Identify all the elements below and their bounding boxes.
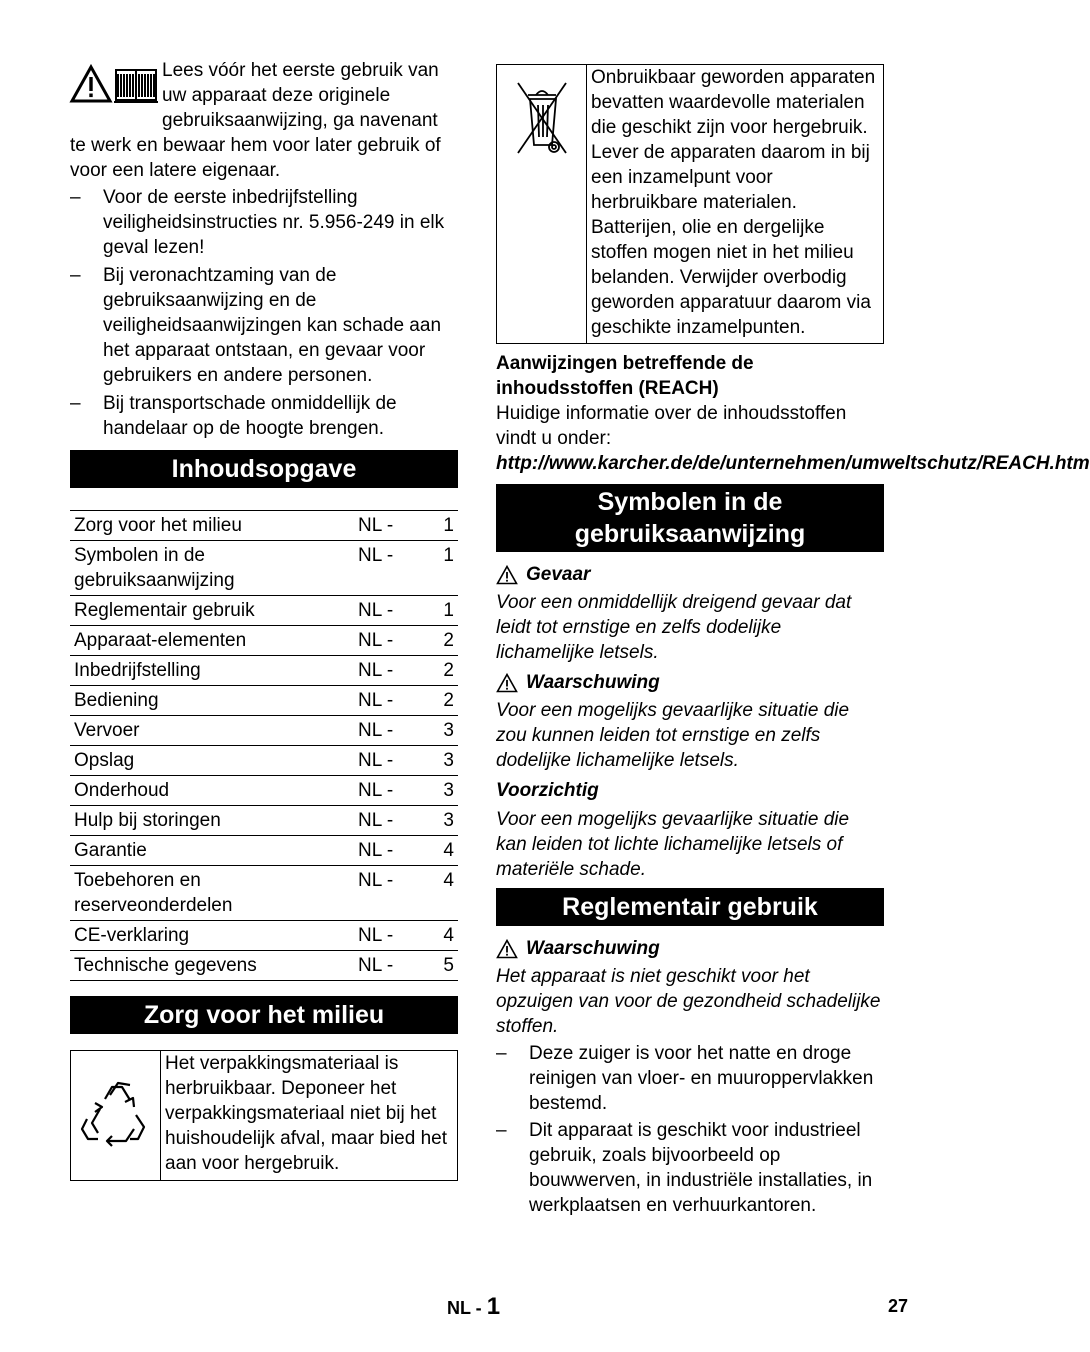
- toc-row[interactable]: [70, 776, 458, 806]
- list-item: – Deze zuiger is voor het natte en droge reinigen van vloer- en muuroppervlakken bestemd.: [496, 1043, 874, 1114]
- warning-triangle-icon: [496, 939, 518, 959]
- toc-prefix: NL -: [356, 776, 428, 806]
- use-warning-text: Het apparaat is niet geschikt voor het opzuigen van voor de gezondheid schadelijke stoffen.: [496, 966, 881, 1037]
- weee-text: Onbruikbaar geworden apparaten bevatten waardevolle materialen die geschikt zijn voor hergebruik. Lever de apparaten daarom in bij een inzamelpunt voor herbruikbare materialen. Batterijen, olie en dergelijke stoffen mogen niet in het milieu belanden. Verwijder overbodig geworden apparatuur daarom via geschikte inzamelpunten.: [591, 67, 876, 338]
- toc-title: Technische gegevens: [70, 951, 356, 981]
- footer-section-page: [447, 1294, 500, 1321]
- toc-row[interactable]: [70, 746, 458, 776]
- gevaar-label: Gevaar: [526, 564, 591, 585]
- toc-row[interactable]: [70, 866, 458, 921]
- toc-title: Inbedrijfstelling: [70, 656, 356, 686]
- toc-title: Bediening: [70, 686, 356, 716]
- section-heading-environment: Zorg voor het milieu: [70, 996, 458, 1034]
- page-number: 27: [888, 1296, 909, 1316]
- toc-prefix: NL -: [356, 951, 428, 981]
- reach-heading: Aanwijzingen betreffende de inhoudsstoffen (REACH): [496, 353, 754, 399]
- toc-title: Opslag: [70, 746, 356, 776]
- waarschuwing-heading: [496, 670, 884, 695]
- toc-title: Symbolen in de gebruiksaanwijzing: [70, 541, 356, 596]
- toc-page: 5: [428, 951, 458, 981]
- warning-manual-icons: [70, 64, 158, 104]
- gevaar-text: Voor een onmiddellijk dreigend gevaar dat leidt tot ernstige en zelfs dodelijke lichamelijke letsels.: [496, 592, 852, 663]
- toc-prefix: NL -: [356, 656, 428, 686]
- toc-page: 3: [428, 716, 458, 746]
- toc-page: 4: [428, 921, 458, 951]
- waarschuwing-label: Waarschuwing: [526, 672, 660, 693]
- list-item: – Bij transportschade onmiddellijk de handelaar op de hoogte brengen.: [70, 393, 397, 439]
- warning-triangle-icon: [72, 67, 110, 101]
- toc-row[interactable]: [70, 806, 458, 836]
- voorzichtig-label: Voorzichtig: [496, 780, 599, 801]
- toc-title: CE-verklaring: [70, 921, 356, 951]
- recycle-box: [70, 1050, 458, 1181]
- warning-triangle-icon: [496, 565, 518, 585]
- list-item: – Dit apparaat is geschikt voor industrieel gebruik, zoals bijvoorbeeld op bouwwerven, in industriële installaties, in werkplaatsen en verhuurkantoren.: [496, 1120, 873, 1216]
- intro-block: [70, 58, 458, 183]
- toc-row[interactable]: [70, 656, 458, 686]
- footer-section-prefix: NL -: [447, 1298, 482, 1318]
- toc-page: 1: [428, 511, 458, 541]
- left-column: [70, 58, 458, 1181]
- toc-title: Zorg voor het milieu: [70, 511, 356, 541]
- toc-row[interactable]: [70, 541, 458, 596]
- intro-icons: [70, 64, 162, 112]
- toc-page: 4: [428, 866, 458, 921]
- reach-text: Huidige informatie over de inhoudsstoffen vindt u onder:: [496, 403, 847, 449]
- list-item-text: Voor de eerste inbedrijfstelling veiligheidsinstructies nr. 5.956-249 in elk geval lezen!: [103, 187, 445, 258]
- toc-title: Vervoer: [70, 716, 356, 746]
- toc-prefix: NL -: [356, 806, 428, 836]
- crossed-bin-icon: [514, 79, 570, 159]
- toc-row[interactable]: [70, 626, 458, 656]
- toc-table: [70, 510, 458, 981]
- toc-page: 2: [428, 626, 458, 656]
- toc-page: 1: [428, 541, 458, 596]
- list-item: – Bij veronachtzaming van de gebruiksaanwijzing en de veiligheidsaanwijzingen kan schade aan het apparaat ontstaan, en gevaar voor gebruikers en andere personen.: [70, 265, 442, 386]
- toc-page: 2: [428, 656, 458, 686]
- use-warning-heading: [496, 936, 884, 961]
- list-item-text: Dit apparaat is geschikt voor industrieel gebruik, zoals bijvoorbeeld op bouwwerven, in industriële installaties, in werkplaatsen en verhuurkantoren.: [529, 1120, 873, 1216]
- section-heading-symbols: Symbolen in de gebruiksaanwijzing: [496, 484, 884, 552]
- toc-title: Reglementair gebruik: [70, 596, 356, 626]
- toc-prefix: NL -: [356, 511, 428, 541]
- weee-box: [496, 64, 884, 344]
- gevaar-heading: [496, 562, 884, 587]
- toc-prefix: NL -: [356, 541, 428, 596]
- toc-row[interactable]: [70, 836, 458, 866]
- toc-page: 2: [428, 686, 458, 716]
- toc-prefix: NL -: [356, 866, 428, 921]
- toc-prefix: NL -: [356, 686, 428, 716]
- toc-row[interactable]: [70, 921, 458, 951]
- toc-row[interactable]: [70, 951, 458, 981]
- waarschuwing-text: Voor een mogelijks gevaarlijke situatie die zou kunnen leiden tot ernstige en zelfs dodelijke lichamelijke letsels.: [496, 700, 850, 771]
- toc-row[interactable]: [70, 511, 458, 541]
- toc-page: 1: [428, 596, 458, 626]
- toc-row[interactable]: [70, 686, 458, 716]
- toc-title: Apparaat-elementen: [70, 626, 356, 656]
- toc-prefix: NL -: [356, 626, 428, 656]
- toc-prefix: NL -: [356, 716, 428, 746]
- right-column: [496, 64, 1090, 1218]
- list-item: – Voor de eerste inbedrijfstelling veiligheidsinstructies nr. 5.956-249 in elk geval lezen!: [70, 187, 445, 258]
- list-item-text: Deze zuiger is voor het natte en droge reinigen van vloer- en muuroppervlakken bestemd.: [529, 1043, 874, 1114]
- toc-prefix: NL -: [356, 596, 428, 626]
- reach-link[interactable]: http://www.karcher.de/de/unternehmen/umweltschutz/REACH.htm: [496, 453, 1090, 474]
- list-item-text: Bij transportschade onmiddellijk de handelaar op de hoogte brengen.: [103, 393, 397, 439]
- toc-prefix: NL -: [356, 921, 428, 951]
- footer-section-number: 1: [486, 1293, 501, 1320]
- recycle-icon: [78, 1081, 154, 1151]
- toc-page: 4: [428, 836, 458, 866]
- toc-row[interactable]: [70, 716, 458, 746]
- toc-prefix: NL -: [356, 746, 428, 776]
- list-item-text: Bij veronachtzaming van de gebruiksaanwijzing en de veiligheidsaanwijzingen kan schade aan het apparaat ontstaan, en gevaar voor gebruikers en andere personen.: [103, 265, 442, 386]
- intro-text: Lees vóór het eerste gebruik van uw apparaat deze originele gebruiksaanwijzing, ga navenant te werk en bewaar hem voor later gebruik of voor een latere eigenaar.: [70, 60, 441, 181]
- toc-page: 3: [428, 746, 458, 776]
- toc-row[interactable]: [70, 596, 458, 626]
- toc-title: Onderhoud: [70, 776, 356, 806]
- warning-triangle-icon: [496, 673, 518, 693]
- toc-page: 3: [428, 776, 458, 806]
- section-heading-toc: Inhoudsopgave: [70, 450, 458, 488]
- use-warning-label: Waarschuwing: [526, 938, 660, 959]
- environment-text: Het verpakkingsmateriaal is herbruikbaar. Deponeer het verpakkingsmateriaal niet bij het huishoudelijk afval, maar bied het aan voor hergebruik.: [165, 1053, 448, 1174]
- toc-page: 3: [428, 806, 458, 836]
- voorzichtig-text: Voor een mogelijks gevaarlijke situatie die kan leiden tot lichte lichamelijke letsels of materiële schade.: [496, 809, 850, 880]
- section-heading-use: Reglementair gebruik: [496, 888, 884, 926]
- toc-title: Hulp bij storingen: [70, 806, 356, 836]
- toc-title: Toebehoren en reserveonderdelen: [70, 866, 356, 921]
- manual-book-icon: [114, 70, 158, 102]
- toc-title: Garantie: [70, 836, 356, 866]
- toc-prefix: NL -: [356, 836, 428, 866]
